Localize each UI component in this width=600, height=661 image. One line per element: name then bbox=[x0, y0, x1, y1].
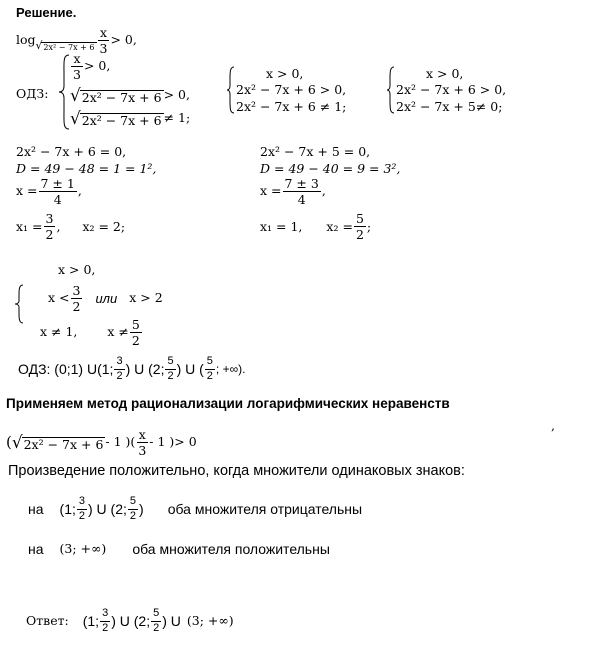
fraction-denominator: 2 bbox=[206, 369, 213, 382]
root2-suffix: ; bbox=[366, 218, 372, 234]
solution-title: Решение. bbox=[16, 5, 77, 20]
fraction-denominator: 2 bbox=[78, 509, 85, 522]
row3-b-fraction bbox=[130, 318, 142, 347]
system1-brace-icon bbox=[58, 54, 70, 130]
equation1-discriminant: D = 49 − 48 = 1 = 1², bbox=[16, 160, 157, 176]
fraction-numerator: x bbox=[73, 51, 81, 66]
root-sign-icon: √ bbox=[70, 85, 81, 106]
system1-row1-tail: > 0, bbox=[83, 58, 111, 74]
odz-frac2 bbox=[165, 356, 175, 382]
fraction-denominator: 3 bbox=[73, 67, 81, 83]
system3-row2: 2x² − 7x + 6 > 0, bbox=[396, 82, 507, 98]
root-sign-icon: √ bbox=[70, 108, 81, 129]
fraction-numerator: 3 bbox=[100, 608, 110, 622]
odz-result-mid2: ) U ( bbox=[176, 361, 204, 378]
rational-open2: ( bbox=[130, 434, 136, 450]
case2-interval: (3; +∞) bbox=[59, 540, 107, 556]
system3-row1: x > 0, bbox=[426, 66, 464, 81]
system1 bbox=[70, 52, 190, 133]
log-base-radicand: 2x² − 7x + 6 bbox=[43, 43, 95, 53]
system2 bbox=[236, 66, 346, 115]
system1-row2-root bbox=[70, 87, 164, 104]
root2-fraction bbox=[354, 212, 366, 241]
rational-fraction bbox=[136, 428, 148, 457]
system2-row1: x > 0, bbox=[266, 66, 304, 81]
system4-row3 bbox=[40, 318, 143, 347]
odz-result-label: ОДЗ: (0;1) U(1; bbox=[18, 361, 114, 378]
equation1-roots-formula bbox=[16, 177, 156, 206]
fraction-numerator: 5 bbox=[205, 356, 215, 370]
fraction-denominator: 2 bbox=[45, 227, 54, 243]
system3-brace-icon bbox=[386, 66, 395, 114]
rational-minus1: - 1 ) bbox=[105, 434, 131, 450]
inequality-tail: > 0, bbox=[110, 32, 137, 48]
case1-open: (1; bbox=[59, 501, 76, 518]
system1-row3-root bbox=[70, 110, 164, 127]
answer-row bbox=[26, 608, 234, 634]
log-base-root bbox=[36, 41, 97, 52]
rational-root bbox=[12, 434, 106, 451]
fraction-numerator: 5 bbox=[128, 496, 138, 510]
method-heading: Применяем метод рационализации логарифмических неравенств bbox=[6, 396, 450, 411]
fraction-numerator: 5 bbox=[355, 211, 364, 227]
fraction-denominator: 2 bbox=[129, 509, 137, 522]
system2-row3: 2x² − 7x + 6 ≠ 1; bbox=[236, 98, 347, 114]
formula-prefix: x = bbox=[260, 183, 282, 199]
odz-result bbox=[18, 356, 245, 382]
equation2-discriminant: D = 49 − 40 = 9 = 3², bbox=[260, 160, 401, 176]
fraction-denominator: 3 bbox=[138, 443, 147, 459]
case1-close: ) bbox=[139, 501, 144, 518]
system1-fraction bbox=[71, 52, 83, 81]
odz-label: ОДЗ: bbox=[16, 86, 49, 101]
row2-pre: x < bbox=[48, 290, 70, 306]
rational-radicand: 2x² − 7x + 6 bbox=[23, 436, 104, 452]
root-sign-icon: √ bbox=[11, 432, 23, 453]
answer-tail: (3; +∞) bbox=[186, 612, 234, 628]
case2-row bbox=[28, 542, 330, 556]
fraction-denominator: 2 bbox=[131, 333, 140, 349]
fraction-numerator: 5 bbox=[165, 356, 175, 370]
fraction-numerator: x bbox=[138, 427, 146, 442]
equation2-line1: 2x² − 7x + 5 = 0, bbox=[260, 144, 371, 159]
formula-suffix: , bbox=[321, 183, 326, 199]
equation2-roots-formula bbox=[260, 177, 400, 206]
rational-minus2: - 1 ) bbox=[149, 434, 175, 450]
case1-frac1 bbox=[77, 496, 87, 522]
rational-tail: > 0 bbox=[174, 434, 197, 450]
system1-row3-tail: ≠ 1; bbox=[163, 110, 191, 126]
answer-open: (1; bbox=[82, 613, 100, 630]
equation1-line1: 2x² − 7x + 6 = 0, bbox=[16, 144, 127, 159]
row3-b-pre: x ≠ bbox=[107, 324, 129, 340]
answer-mid: ) U (2; bbox=[111, 613, 151, 630]
equation1-block bbox=[16, 146, 156, 242]
case1-description: оба множителя отрицательны bbox=[167, 501, 363, 518]
row2-fraction bbox=[71, 284, 83, 313]
fraction-denominator: 2 bbox=[72, 299, 81, 315]
fraction-denominator: 2 bbox=[116, 369, 123, 382]
case2-na: на bbox=[28, 541, 44, 557]
fraction-denominator: 2 bbox=[102, 621, 109, 634]
fraction-numerator: 3 bbox=[77, 496, 87, 510]
equation2-block bbox=[260, 146, 400, 242]
formula-suffix: , bbox=[77, 183, 82, 199]
fraction-numerator: 7 ± 3 bbox=[284, 176, 319, 191]
log-argument-fraction bbox=[98, 26, 110, 55]
system2-brace-icon bbox=[226, 66, 235, 114]
fraction-numerator: 7 ± 1 bbox=[40, 176, 75, 191]
system4-row1: x > 0, bbox=[58, 262, 96, 277]
root1-label: x₁ = bbox=[16, 218, 43, 234]
fraction-numerator: 3 bbox=[114, 356, 124, 370]
formula-prefix: x = bbox=[16, 183, 38, 199]
root2-label: x₂ = bbox=[326, 218, 353, 234]
system1-row3 bbox=[70, 110, 190, 127]
answer-frac1 bbox=[100, 608, 110, 634]
stray-mark: , bbox=[551, 418, 555, 433]
system1-row1 bbox=[70, 52, 190, 81]
system4-brace-icon bbox=[14, 284, 24, 324]
fraction-denominator: 2 bbox=[153, 621, 160, 634]
root2: x₂ = 2; bbox=[82, 218, 126, 234]
log-word: log bbox=[16, 32, 36, 48]
case1-frac2 bbox=[128, 496, 138, 522]
answer-label: Ответ: bbox=[26, 612, 69, 628]
odz-frac1 bbox=[114, 356, 124, 382]
rational-inequality bbox=[6, 428, 197, 457]
system3 bbox=[396, 66, 506, 115]
rational-open: ( bbox=[6, 433, 12, 452]
root1-suffix: , bbox=[56, 218, 61, 234]
system1-row2 bbox=[70, 87, 190, 104]
odz-result-mid1: ) U (2; bbox=[125, 361, 165, 378]
odz-result-tail: ; +∞). bbox=[215, 362, 246, 377]
fraction-numerator: 5 bbox=[151, 608, 161, 622]
answer-frac2 bbox=[151, 608, 161, 634]
system1-row3-radicand: 2x² − 7x + 6 bbox=[81, 112, 162, 128]
row3-a: x ≠ 1, bbox=[40, 324, 78, 340]
case1-row bbox=[28, 496, 362, 522]
system2-row2: 2x² − 7x + 6 > 0, bbox=[236, 82, 347, 98]
system3-row3: 2x² − 7x + 5≠ 0; bbox=[396, 98, 503, 114]
root-sign-icon: √ bbox=[35, 39, 43, 53]
case2-description: оба множителя положительны bbox=[132, 541, 330, 557]
case1-na: на bbox=[28, 501, 44, 518]
root1: x₁ = 1, bbox=[260, 218, 303, 234]
product-sentence: Произведение положительно, когда множители одинаковых знаков: bbox=[8, 463, 465, 479]
row2-or: или bbox=[95, 291, 118, 307]
answer-close: ) U bbox=[162, 613, 181, 630]
equation2-roots bbox=[260, 212, 400, 241]
fraction-denominator: 2 bbox=[355, 227, 364, 243]
fraction-denominator: 4 bbox=[297, 192, 306, 208]
fraction-numerator: 3 bbox=[45, 211, 54, 227]
fraction-numerator: 5 bbox=[131, 317, 140, 332]
fraction-numerator: 3 bbox=[72, 283, 81, 298]
equation1-roots bbox=[16, 212, 156, 241]
system4-row2 bbox=[48, 284, 163, 313]
formula-fraction bbox=[283, 177, 321, 206]
root1-fraction bbox=[44, 212, 56, 241]
fraction-numerator: x bbox=[99, 25, 107, 40]
odz-frac3 bbox=[205, 356, 215, 382]
formula-fraction bbox=[39, 177, 77, 206]
system1-row2-radicand: 2x² − 7x + 6 bbox=[81, 89, 162, 105]
fraction-denominator: 2 bbox=[167, 369, 174, 382]
row2-post: x > 2 bbox=[129, 290, 163, 306]
system1-row2-tail: > 0, bbox=[163, 87, 190, 103]
case1-mid: ) U (2; bbox=[88, 501, 127, 518]
fraction-denominator: 4 bbox=[53, 192, 62, 208]
fraction-denominator: 3 bbox=[99, 41, 108, 57]
